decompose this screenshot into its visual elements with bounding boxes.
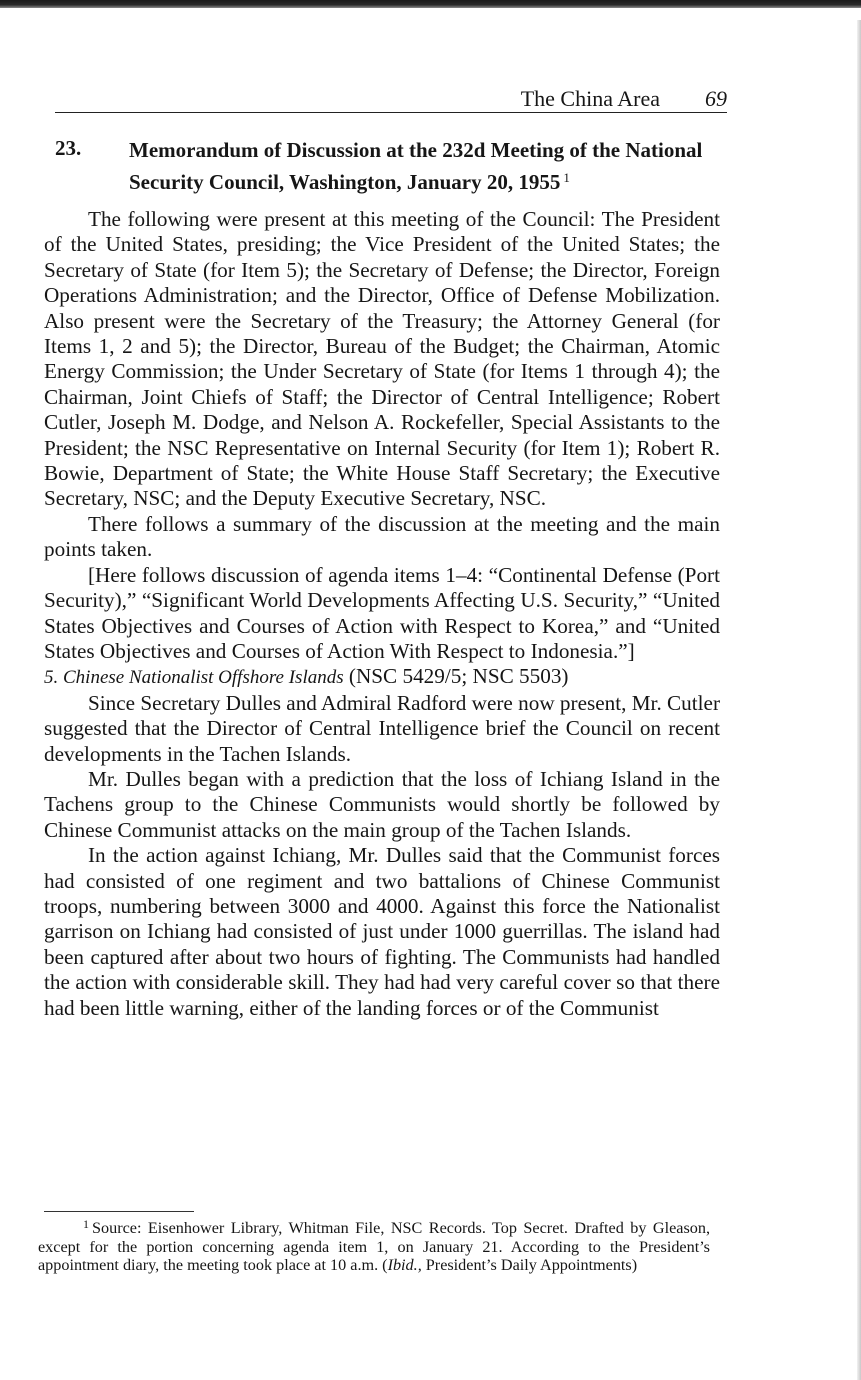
document-title-text: Memorandum of Discussion at the 232d Meeting of the National Security Council, Washington, January 20, 1955 xyxy=(129,138,703,194)
footnote-text-end: President’s Daily Appointments) xyxy=(421,1256,638,1274)
footnote-divider xyxy=(44,1211,194,1212)
paragraph-ichiang-action: In the action against Ichiang, Mr. Dulles said that the Communist forces had consisted of one regiment and two battalions of Chinese Communist troops, numbering between 3000 and 4000. Against this force the Nationalist garrison on Ichiang had consisted of just under 1000 guerrillas. The island had been captured after about two hours of fighting. The Communists had handled the action with considerable skill. They had had very careful cover so that there had been little warning, either of the landing forces or of the Communist xyxy=(44,843,720,1020)
running-header xyxy=(55,86,727,113)
document-title xyxy=(129,136,729,196)
document-number: 23. xyxy=(55,136,82,160)
body-text xyxy=(44,207,720,1021)
section-heading-title: 5. Chinese Nationalist Offshore Islands xyxy=(44,667,344,689)
paragraph-briefing: Since Secretary Dulles and Admiral Radford were now present, Mr. Cutler suggested that the Director of Central Intelligence brief the Council on recent developments in the Tachen Islands. xyxy=(44,690,720,766)
footnote-number: 1 xyxy=(83,1217,89,1231)
footnote-ibid: Ibid., xyxy=(387,1256,422,1274)
running-title: The China Area xyxy=(520,86,660,111)
section-heading-refs: (NSC 5429/5; NSC 5503) xyxy=(348,664,569,689)
paragraph-attendees: The following were present at this meeting of the Council: The President of the United States, presiding; the Vice President of the United States; the Secretary of State (for Item 5); the Secretary of Defense; the Director, Foreign Operations Administration; and the Director, Office of Defense Mobilization. Also present were the Secretary of the Treasury; the Attorney General (for Items 1, 2 and 5); the Director, Bureau of the Budget; the Chairman, Atomic Energy Commission; the Under Secretary of State (for Items 1 through 4); the Chairman, Joint Chiefs of Staff; the Director of Central Intelligence; Robert Cutler, Joseph M. Dodge, and Nelson A. Rockefeller, Special Assistants to the President; the NSC Representative on Internal Security (for Item 1); Robert R. Bowie, Department of State; the White House Staff Secretary; the Executive Secretary, NSC; and the Deputy Executive Secretary, NSC. xyxy=(44,207,720,511)
footnote-text: Source: Eisenhower Library, Whitman File, NSC Records. Top Secret. Drafted by Gleason, except for the portion concerning agenda item 1, on January 21. According to the President’s appointment diary, the meeting took place at 10 a.m. ( xyxy=(38,1219,710,1274)
paragraph-summary-note: There follows a summary of the discussion at the meeting and the main points taken. xyxy=(44,511,720,562)
footnote xyxy=(38,1215,710,1275)
section-heading xyxy=(44,664,720,690)
footnote-reference: 1 xyxy=(563,170,570,185)
paragraph-prediction: Mr. Dulles began with a prediction that the loss of Ichiang Island in the Tachens group to the Chinese Communists would shortly be followed by Chinese Communist attacks on the main group of the Tachen Islands. xyxy=(44,766,720,842)
paragraph-omitted-items: [Here follows discussion of agenda items 1–4: “Continental Defense (Port Security),” “Significant World Developments Affecting U.S. Security,” “United States Objectives and Courses of Action with Respect to Korea,” and “United States Objectives and Courses of Action With Respect to Indonesia.”] xyxy=(44,562,720,663)
page-number: 69 xyxy=(705,86,727,111)
